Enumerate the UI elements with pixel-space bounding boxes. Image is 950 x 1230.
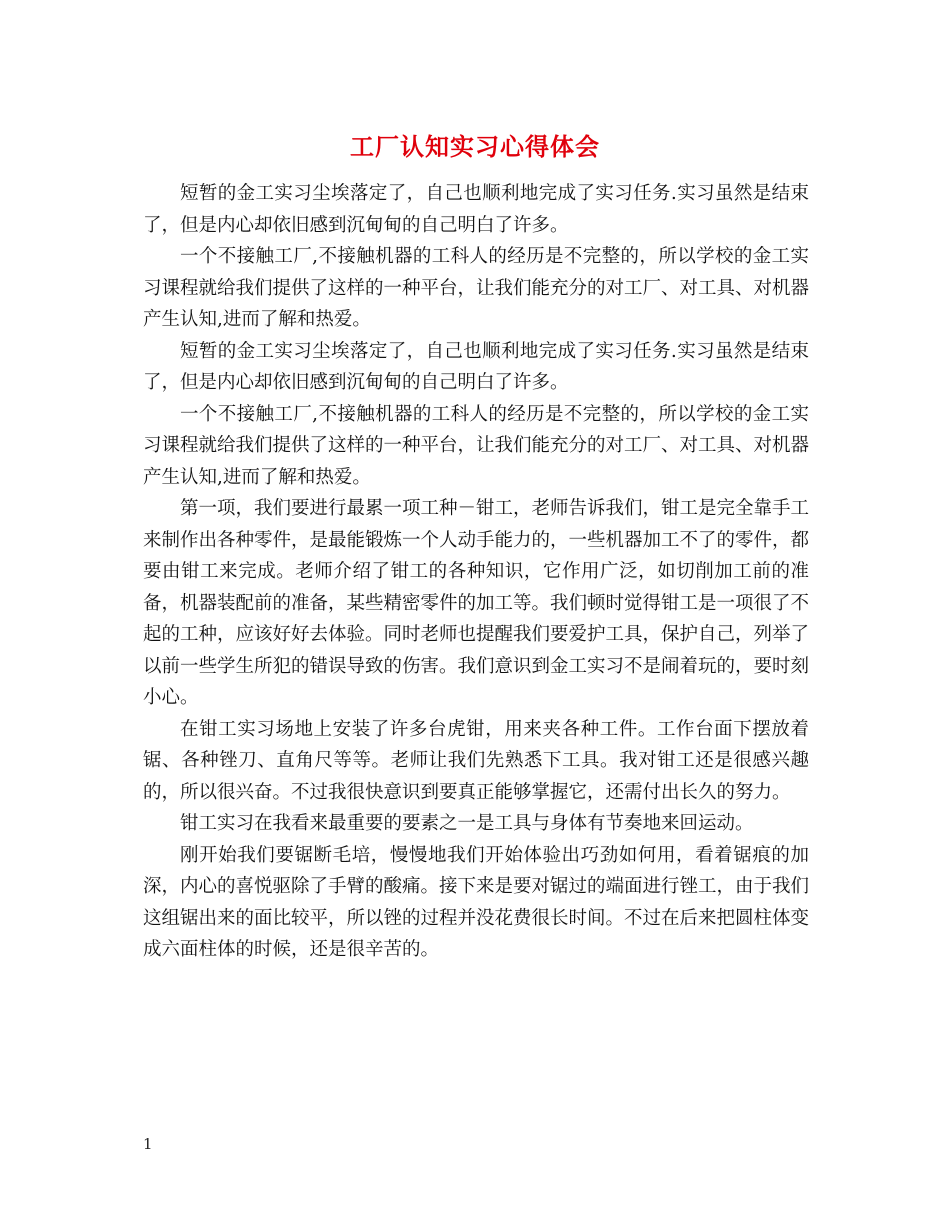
paragraph-1: 短暂的金工实习尘埃落定了，自己也顺利地完成了实习任务.实习虽然是结束了，但是内心却依旧感到沉甸甸的自己明白了许多。 xyxy=(143,183,809,236)
page-title: 工厂认知实习心得体会 xyxy=(350,132,600,161)
paragraph-2: 一个不接触工厂,不接触机器的工科人的经历是不完整的，所以学校的金工实习课程就给我们提供了这样的一种平台，让我们能充分的对工厂、对工具、对机器产生认知,进而了解和热爱。 xyxy=(143,246,810,330)
paragraph-6: 在钳工实习场地上安装了许多台虎钳，用来夹各种工件。工作台面下摆放着锯、各种锉刀、直角尺等等。老师让我们先熟悉下工具。我对钳工还是很感兴趣的，所以很兴奋。不过我很快意识到要真正能够掌握它，还需付出长久的努力。 xyxy=(143,718,809,803)
paragraph-7: 钳工实习在我看来最重要的要素之一是工具与身体有节奏地来回运动。 xyxy=(180,813,754,834)
document-body xyxy=(143,178,809,966)
paragraph-3: 短暂的金工实习尘埃落定了，自己也顺利地完成了实习任务.实习虽然是结束了，但是内心却依旧感到沉甸甸的自己明白了许多。 xyxy=(143,340,809,393)
paragraph-5: 第一项，我们要进行最累一项工种－钳工，老师告诉我们，钳工是完全靠手工来制作出各种零件，是最能锻炼一个人动手能力的，一些机器加工不了的零件，都要由钳工来完成。老师介绍了钳工的各种知识，它作用广泛，如切削加工前的准备，机器装配前的准备，某些精密零件的加工等。我们顿时觉得钳工是一项很了不起的工种，应该好好去体验。同时老师也提醒我们要爱护工具，保护自己，列举了以前一些学生所犯的错误导致的伤害。我们意识到金工实习不是闹着玩的，要时刻小心。 xyxy=(143,498,810,708)
paragraph-4: 一个不接触工厂,不接触机器的工科人的经历是不完整的，所以学校的金工实习课程就给我们提供了这样的一种平台，让我们能充分的对工厂、对工具、对机器产生认知,进而了解和热爱。 xyxy=(143,403,810,488)
page-number: 1 xyxy=(143,1135,153,1153)
paragraph-8: 刚开始我们要锯断毛培，慢慢地我们开始体验出巧劲如何用，看着锯痕的加深，内心的喜悦驱除了手臂的酸痛。接下来是要对锯过的端面进行锉工，由于我们这组锯出来的面比较平，所以锉的过程并没花费很长时间。不过在后来把圆柱体变成六面柱体的时候，还是很辛苦的。 xyxy=(143,844,810,960)
